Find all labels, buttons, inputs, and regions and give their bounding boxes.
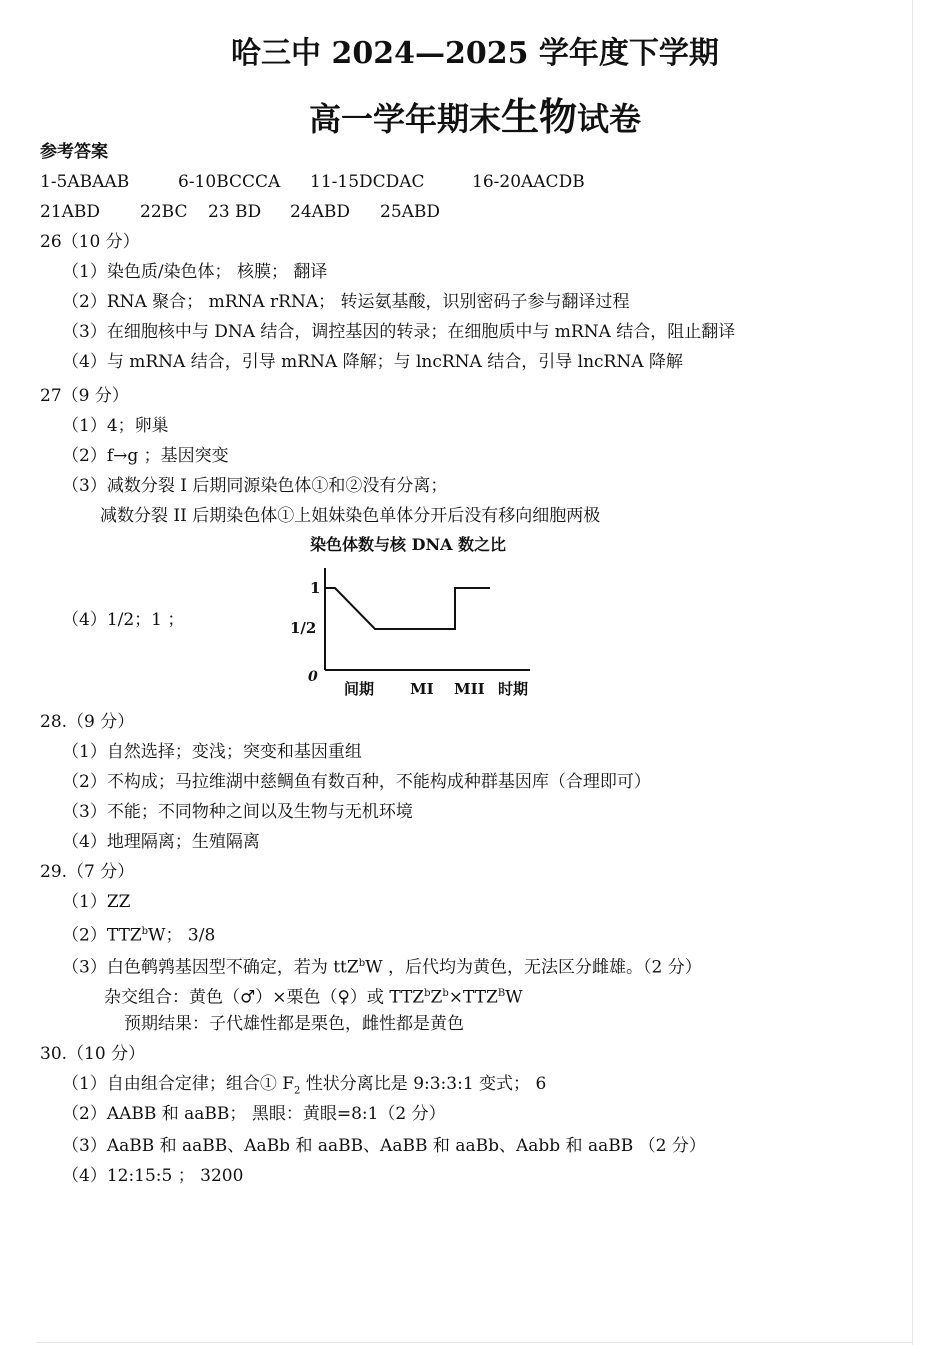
chart-y-tick-1: 1 [310,579,321,597]
q30-heading: 30.（10 分） [40,1044,146,1064]
q29-answer-2: （2）TTZ$^b$W； 3/8 [62,925,216,946]
chart-y-tick-half: 1/2 [290,619,317,637]
answer-group-11-15: 11-15DCDAC [310,172,425,192]
exam-title-line2: 高一学年期末生物试卷 [308,94,642,139]
q28-answer-1: （1）自然选择；变浅；突变和基因重组 [62,742,362,762]
chart-x-tick-mi: MI [410,680,434,698]
q27-answer-3: （3）减数分裂 I 后期同源染色体①和②没有分离； [62,476,448,496]
q26-answer-1: （1）染色质/染色体； 核膜； 翻译 [62,262,328,282]
q26-heading: 26（10 分） [40,232,140,252]
q30-answer-4: （4）12:15:5 ； 3200 [62,1166,244,1186]
q29-answer-3: （3）白色鹌鹑基因型不确定，若为 ttZ$^b$W ，后代均为黄色，无法区分雌雄。（2 分） [62,957,702,978]
answer-group-1-5: 1-5ABAAB [40,172,130,192]
answer-22: 22BC [140,202,188,222]
chart-title: 染色体数与核 DNA 数之比 [310,535,507,554]
q29-heading: 29.（7 分） [40,862,135,882]
q27-heading: 27（9 分） [40,386,129,406]
q27-answer-1: （1）4；卵巢 [62,416,169,436]
q30-answer-3: （3）AaBB 和 aaBB、AaBb 和 aaBB、AaBB 和 aaBb、Aabb 和 aaBB （2 分） [62,1136,706,1156]
q27-answer-4: （4）1/2；1 ； [62,610,185,630]
answer-21: 21ABD [40,202,101,222]
reference-answer-label: 参考答案 [40,142,108,162]
answer-25: 25ABD [380,202,441,222]
q28-answer-4: （4）地理隔离；生殖隔离 [62,832,260,852]
chart-x-tick-mii: MII [454,680,485,698]
q26-answer-3: （3）在细胞核中与 DNA 结合，调控基因的转录；在细胞质中与 mRNA 结合，阻止翻译 [62,322,736,342]
q30-answer-1: （1）自由组合定律；组合① $F_2$ 性状分离比是 9:3:3:1 变式； 6 [62,1074,547,1097]
chromosome-dna-ratio-chart [280,526,550,702]
answer-24: 24ABD [290,202,351,222]
q28-heading: 28.（9 分） [40,712,135,732]
chart-origin-label: 0 [308,669,318,685]
page-edge-bottom [36,1342,912,1343]
q28-answer-3: （3）不能；不同物种之间以及生物与无机环境 [62,802,413,822]
page-edge-right [912,0,913,1345]
q30-answer-2: （2）AABB 和 aaBB； 黑眼：黄眼=8:1（2 分） [62,1104,446,1124]
chart-x-axis-label: 时期 [498,680,529,698]
chart-x-tick-interphase: 间期 [344,680,375,698]
q26-answer-4: （4）与 mRNA 结合，引导 mRNA 降解；与 lncRNA 结合，引导 lncRNA 降解 [62,352,683,372]
answer-23: 23 BD [208,202,262,222]
chart-series-line [325,588,490,629]
q28-answer-2: （2）不构成；马拉维湖中慈鲷鱼有数百种，不能构成种群基因库（合理即可） [62,772,651,792]
exam-title-line1: 哈三中 2024—2025 学年度下学期 [231,36,719,71]
answer-group-6-10: 6-10BCCCA [178,172,281,192]
answer-group-16-20: 16-20AACDB [472,172,585,192]
q27-answer-2: （2）f→g ；基因突变 [62,446,229,466]
q29-expected-result: 预期结果：子代雄性都是栗色，雌性都是黄色 [124,1014,464,1034]
q27-answer-3-continued: 减数分裂 II 后期染色体①上姐妹染色单体分开后没有移向细胞两极 [100,506,601,526]
q26-answer-2: （2）RNA 聚合； mRNA rRNA； 转运氨基酸，识别密码子参与翻译过程 [62,292,630,312]
q29-cross-combination: 杂交组合：黄色（♂）×栗色（♀）或 $TTZ^bZ^b\times TTZ^BW$ [104,987,523,1008]
q29-answer-1: （1）ZZ [62,892,131,912]
